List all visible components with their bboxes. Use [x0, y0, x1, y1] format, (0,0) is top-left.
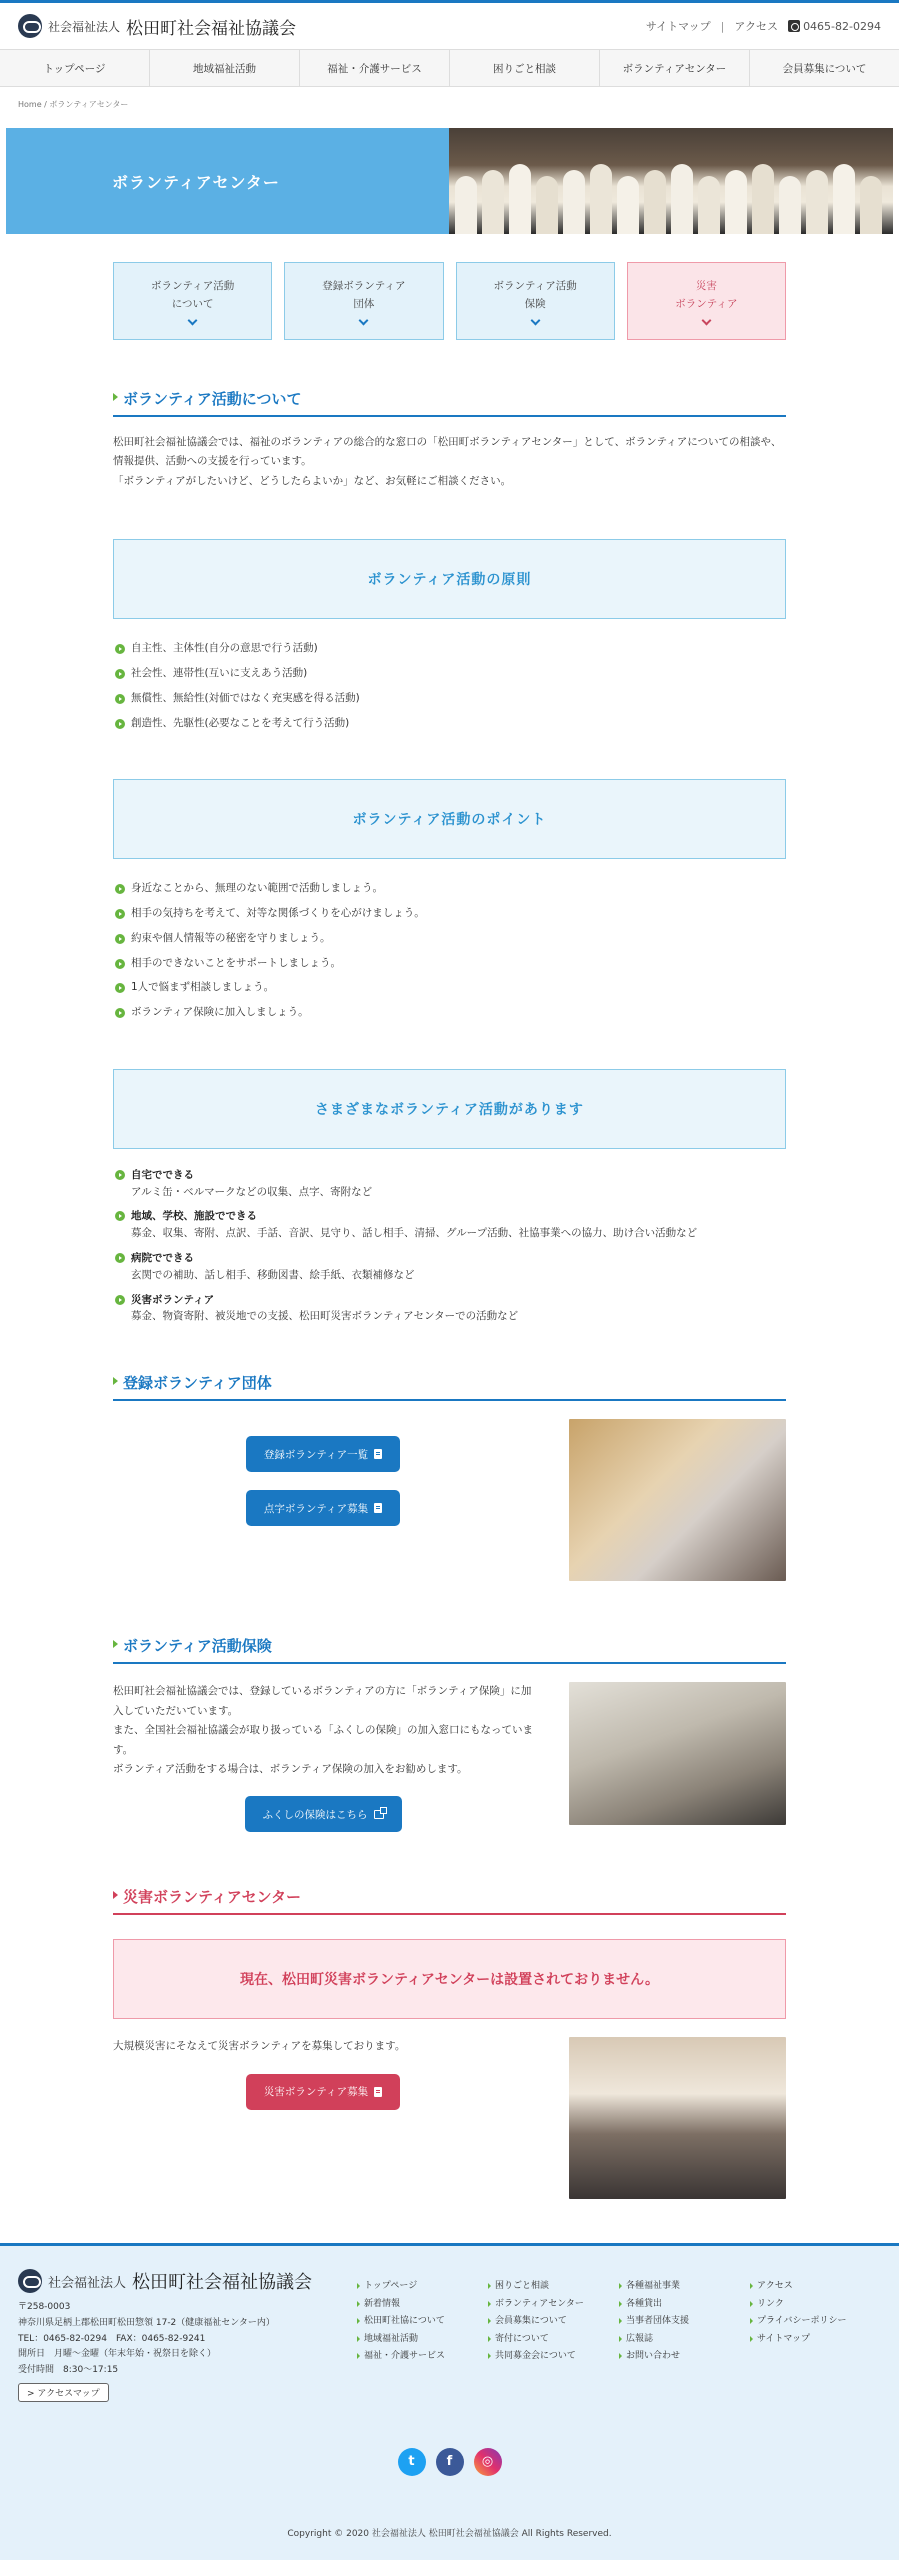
disaster-recruit-button[interactable] — [246, 2074, 400, 2110]
activities-list — [113, 1167, 786, 1327]
box-points-title: ボランティア活動のポイント — [113, 779, 786, 859]
chevron-down-icon — [530, 316, 540, 326]
volunteer-list-label: 登録ボランティア一覧 — [263, 1448, 369, 1461]
box-activities-title: さまざまなボランティア活動があります — [113, 1069, 786, 1149]
footer-links-col-2 — [488, 2278, 619, 2402]
nav-item-membership[interactable]: 会員募集について — [782, 62, 867, 75]
chevron-down-icon — [701, 316, 711, 326]
breadcrumb-home[interactable]: Home — [18, 100, 42, 109]
footer-tel: TEL：0465-82-0294 FAX：0465-82-9241 — [18, 2333, 206, 2344]
footer-link[interactable]: 各種貸出 — [619, 2296, 750, 2314]
tab-groups[interactable] — [284, 262, 443, 340]
activity-desc: 募金、収集、寄附、点訳、手話、音訳、見守り、話し相手、清掃、グループ活動、社協事業への協力、助け合い活動など — [131, 1227, 698, 1240]
tab-insurance-line2: 保険 — [524, 297, 546, 310]
braille-recruit-button[interactable] — [246, 1490, 400, 1526]
footer-link[interactable]: 共同募金会について — [488, 2348, 619, 2366]
footer-corp: 社会福祉法人 — [48, 2275, 127, 2291]
phone-icon — [788, 20, 800, 32]
logo-corp: 社会福祉法人 — [48, 19, 121, 34]
choir-member-figure — [590, 164, 612, 234]
choir-member-figure — [806, 170, 828, 234]
choir-member-figure — [860, 176, 882, 234]
footer-links-col-1 — [357, 2278, 488, 2402]
disaster-text-column — [113, 2037, 533, 2199]
list-item: 無償性、無給性(対価ではなく充実感を得る活動) — [113, 691, 786, 707]
heading-about: ボランティア活動について — [113, 388, 786, 417]
footer-link[interactable]: お問い合わせ — [619, 2348, 750, 2366]
choir-member-figure — [455, 176, 477, 234]
footer-links — [357, 2278, 881, 2402]
choir-member-figure — [779, 176, 801, 234]
footer-link[interactable]: 会員募集について — [488, 2313, 619, 2331]
insurance-text-1: 松田町社会福祉協議会では、登録しているボランティアの方に「ボランティア保険」に加入していただいています。 — [113, 1685, 532, 1717]
tab-groups-line1: 登録ボランティア — [322, 279, 406, 292]
tab-about-line1: ボランティア活動 — [151, 279, 235, 292]
footer-link[interactable]: 当事者団体支援 — [619, 2313, 750, 2331]
nav-item-top[interactable]: トップページ — [0, 50, 150, 86]
disaster-section — [113, 2037, 786, 2199]
activity-title: 病院でできる — [131, 1252, 194, 1265]
access-map-label: アクセスマップ — [37, 2388, 100, 2399]
footer-logo[interactable] — [18, 2268, 357, 2294]
tab-insurance-line1: ボランティア活動 — [493, 279, 577, 292]
photo-group-meeting — [569, 1419, 786, 1581]
footer-link[interactable]: ボランティアセンター — [488, 2296, 619, 2314]
insurance-button-column — [113, 1796, 533, 1832]
utility-links — [646, 18, 881, 34]
tab-insurance[interactable] — [456, 262, 615, 340]
twitter-icon[interactable]: t — [398, 2448, 426, 2476]
insurance-text-2: また、全国社会福祉協議会が取り扱っている「ふくしの保険」の加入窓口にもなっています。 — [113, 1724, 533, 1756]
footer-link[interactable]: 松田町社協について — [357, 2313, 488, 2331]
tab-groups-line2: 団体 — [353, 297, 375, 310]
nav-item-services[interactable]: 福祉・介護サービス — [300, 50, 450, 86]
phone-number[interactable] — [788, 20, 881, 33]
about-text-1: 松田町社会福祉協議会では、福祉のボランティアの総合的な窓口の「松田町ボランティアセンター」として、ボランティアについての相談や、情報提供、活動への支援を行っています。 — [113, 436, 782, 468]
sitemap-link[interactable]: サイトマップ — [645, 20, 711, 33]
breadcrumb — [0, 87, 899, 122]
choir-member-figure — [725, 170, 747, 234]
social-links — [0, 2448, 899, 2476]
footer-address: 神奈川県足柄上郡松田町松田惣領 17-2（健康福祉センター内） — [18, 2317, 275, 2328]
site-header — [0, 3, 899, 49]
activity-desc: 募金、物資寄附、被災地での支援、松田町災害ボランティアセンターでの活動など — [131, 1310, 519, 1323]
choir-member-figure — [698, 176, 720, 234]
insurance-text-3: ボランティア活動をする場合は、ボランティア保険の加入をお勧めします。 — [113, 1763, 468, 1776]
insurance-section — [113, 1682, 786, 1832]
logo-mark-icon — [18, 14, 42, 38]
page-title: ボランティアセンター — [6, 128, 449, 234]
disaster-text: 大規模災害にそなえて災害ボランティアを募集しております。 — [113, 2040, 406, 2053]
breadcrumb-current: ボランティアセンター — [49, 100, 129, 109]
nav-item-volunteer[interactable]: ボランティアセンター — [600, 50, 750, 86]
choir-member-figure — [509, 164, 531, 234]
fukushi-insurance-button[interactable] — [245, 1796, 402, 1832]
list-item: 社会性、連帯性(互いに支えあう活動) — [113, 666, 786, 682]
activity-desc: アルミ缶・ベルマークなどの収集、点字、寄附など — [131, 1185, 373, 1198]
document-icon — [374, 1449, 382, 1459]
nav-item-consultation[interactable]: 困りごと相談 — [450, 50, 600, 86]
groups-button-column — [113, 1436, 533, 1526]
global-nav — [0, 49, 899, 87]
choir-member-figure — [617, 176, 639, 234]
points-list — [113, 881, 786, 1021]
choir-member-figure — [644, 170, 666, 234]
list-item — [113, 1250, 786, 1285]
tab-disaster-line1: 災害 — [695, 279, 717, 292]
footer-link[interactable]: アクセス — [750, 2278, 881, 2296]
list-item: 身近なことから、無理のない範囲で活動しましょう。 — [113, 881, 786, 897]
logo-mark-icon — [18, 2269, 42, 2293]
phone-text: 0465-82-0294 — [803, 19, 881, 33]
tab-about-line2: について — [171, 297, 214, 310]
hero — [6, 128, 893, 234]
tab-disaster-line2: ボランティア — [675, 297, 738, 310]
chevron-down-icon — [359, 316, 369, 326]
footer-links-col-3 — [619, 2278, 750, 2402]
list-item — [113, 1292, 786, 1327]
list-item: ボランティア保険に加入しましょう。 — [113, 1005, 786, 1021]
choir-member-figure — [833, 164, 855, 234]
footer-info — [18, 2268, 357, 2402]
footer-open-days: 開所日 月曜～金曜（年末年始・祝祭日を除く） — [18, 2349, 217, 2360]
groups-buttons — [113, 1419, 533, 1581]
nav-item-community[interactable]: 地域福祉活動 — [150, 50, 300, 86]
footer-link[interactable]: 地域福祉活動 — [357, 2331, 488, 2349]
heading-insurance: ボランティア活動保険 — [113, 1635, 786, 1664]
footer-zip: 〒258-0003 — [18, 2302, 71, 2312]
choir-member-figure — [752, 164, 774, 234]
footer-link[interactable]: 困りごと相談 — [488, 2278, 619, 2296]
activity-desc: 玄関での補助、話し相手、移動図書、絵手紙、衣類補修など — [131, 1268, 415, 1281]
main-content — [113, 388, 786, 2199]
access-link[interactable]: アクセス — [734, 20, 779, 33]
external-link-icon — [374, 1810, 384, 1819]
choir-member-figure — [671, 164, 693, 234]
heading-disaster: 災害ボランティアセンター — [113, 1886, 786, 1915]
about-text — [113, 433, 786, 491]
footer-link[interactable]: 新着情報 — [357, 2296, 488, 2314]
footer-link[interactable]: 寄付について — [488, 2331, 619, 2349]
list-item: 相手のできないことをサポートしましょう。 — [113, 956, 786, 972]
disaster-button-column — [113, 2074, 533, 2110]
about-text-2: 「ボランティアがしたいけど、どうしたらよいか」など、お気軽にご相談ください。 — [113, 474, 512, 487]
braille-recruit-label: 点字ボランティア募集 — [263, 1502, 369, 1515]
activity-title: 地域、学校、施設でできる — [131, 1210, 257, 1223]
footer-link[interactable]: 各種福祉事業 — [619, 2278, 750, 2296]
photo-disaster-training — [569, 2037, 786, 2199]
heading-groups: 登録ボランティア団体 — [113, 1372, 786, 1401]
section-tabs — [113, 262, 786, 340]
activity-title: 災害ボランティア — [131, 1293, 215, 1306]
breadcrumb-sep: / — [44, 100, 47, 109]
instagram-icon[interactable]: ◎ — [474, 2448, 502, 2476]
logo-name: 松田町社会福祉協議会 — [126, 18, 297, 39]
list-item: 1人で悩まず相談しましょう。 — [113, 980, 786, 996]
site-logo[interactable] — [18, 14, 296, 39]
photo-cooking-activity — [569, 1682, 786, 1825]
disaster-alert: 現在、松田町災害ボランティアセンターは設置されておりません。 — [113, 1939, 786, 2019]
chevron-right-icon: > — [27, 2388, 38, 2399]
copyright: Copyright © 2020 社会福祉法人 松田町社会福祉協議会 All Rights Reserved. — [287, 2528, 612, 2539]
choir-member-figure — [536, 176, 558, 234]
insurance-text-column — [113, 1682, 533, 1832]
utility-separator: | — [720, 19, 725, 33]
box-principles-title: ボランティア活動の原則 — [113, 539, 786, 619]
list-item: 創造性、先駆性(必要なことを考えて行う活動) — [113, 716, 786, 732]
volunteer-list-button[interactable] — [246, 1436, 400, 1472]
footer-link[interactable]: プライバシーポリシー — [750, 2313, 881, 2331]
choir-member-figure — [482, 170, 504, 234]
groups-section — [113, 1419, 786, 1581]
access-map-button[interactable] — [18, 2383, 109, 2402]
list-item — [113, 1208, 786, 1243]
list-item: 相手の気持ちを考えて、対等な関係づくりを心がけましょう。 — [113, 906, 786, 922]
document-icon — [374, 2087, 382, 2097]
document-icon — [374, 1503, 382, 1513]
chevron-down-icon — [188, 316, 198, 326]
footer-link[interactable]: リンク — [750, 2296, 881, 2314]
principles-list — [113, 641, 786, 731]
footer-name: 松田町社会福祉協議会 — [132, 2272, 313, 2293]
tab-about[interactable] — [113, 262, 272, 340]
footer-link[interactable]: トップページ — [357, 2278, 488, 2296]
insurance-text — [113, 1682, 533, 1779]
activity-title: 自宅でできる — [131, 1168, 194, 1181]
hero-photo-choir — [449, 128, 893, 234]
list-item: 自主性、主体性(自分の意思で行う活動) — [113, 641, 786, 657]
footer-hours: 受付時間 8:30～17:15 — [18, 2365, 119, 2375]
tab-disaster[interactable] — [627, 262, 786, 340]
footer-link[interactable]: 広報誌 — [619, 2331, 750, 2349]
fukushi-insurance-label: ふくしの保険はこちら — [262, 1808, 368, 1821]
list-item: 約束や個人情報等の秘密を守りましょう。 — [113, 931, 786, 947]
footer-link[interactable]: サイトマップ — [750, 2331, 881, 2349]
footer-links-col-4 — [750, 2278, 881, 2402]
disaster-recruit-label: 災害ボランティア募集 — [263, 2086, 369, 2099]
footer-link[interactable]: 福祉・介護サービス — [357, 2348, 488, 2366]
facebook-icon[interactable]: f — [436, 2448, 464, 2476]
site-footer — [0, 2243, 899, 2560]
footer-inner — [0, 2246, 899, 2402]
list-item — [113, 1167, 786, 1202]
choir-member-figure — [563, 170, 585, 234]
